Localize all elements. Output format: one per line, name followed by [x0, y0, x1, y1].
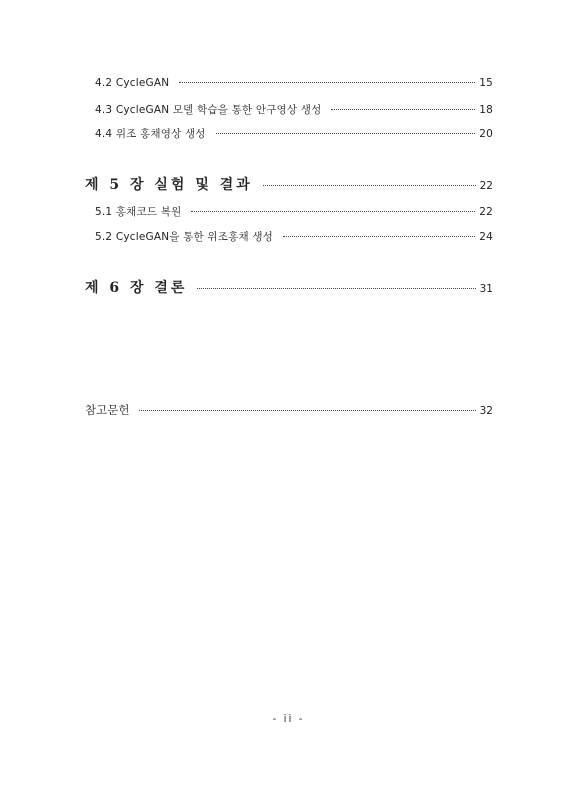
- toc-entry-page: 24: [479, 231, 493, 243]
- toc-entry-4-4[interactable]: [95, 126, 493, 141]
- toc-entry-5-2[interactable]: [95, 229, 493, 244]
- toc-entry-title: 5.1 홍채코드 복원: [95, 206, 182, 218]
- toc-references-title: 참고문헌: [85, 403, 130, 417]
- toc-chapter-page: 22: [479, 180, 493, 192]
- page-number: - ii -: [272, 713, 305, 725]
- toc-entry-page: 15: [479, 77, 493, 89]
- toc-chapter-page: 31: [479, 283, 493, 295]
- toc-entry-5-1[interactable]: [95, 204, 493, 219]
- toc-chapter-6[interactable]: [85, 277, 493, 297]
- toc-entry-4-3[interactable]: [95, 102, 493, 117]
- toc-chapter-title: 제 6 장 결론: [85, 280, 188, 296]
- toc-chapter-5[interactable]: [85, 174, 493, 194]
- toc-entry-title: 5.2 CycleGAN을 통한 위조홍채 생성: [95, 231, 274, 243]
- dot-leader: [283, 236, 475, 237]
- dot-leader: [216, 133, 476, 134]
- dot-leader: [179, 82, 475, 83]
- toc-entry-page: 22: [479, 206, 493, 218]
- dot-leader: [263, 185, 476, 186]
- dot-leader: [331, 109, 475, 110]
- toc-entry-title: 4.4 위조 홍채영상 생성: [95, 128, 206, 140]
- dot-leader: [197, 288, 475, 289]
- toc-references-page: 32: [479, 405, 493, 417]
- toc-entry-title: 4.2 CycleGAN: [95, 77, 170, 89]
- toc-entry-page: 20: [479, 128, 493, 140]
- toc-chapter-title: 제 5 장 실험 및 결과: [85, 177, 253, 193]
- toc-entry-title: 4.3 CycleGAN 모델 학습을 통한 안구영상 생성: [95, 104, 322, 116]
- toc-references[interactable]: [85, 402, 493, 418]
- dot-leader: [191, 211, 475, 212]
- toc-entry-4-2[interactable]: [95, 77, 493, 89]
- dot-leader: [139, 410, 475, 411]
- toc-entry-page: 18: [479, 104, 493, 116]
